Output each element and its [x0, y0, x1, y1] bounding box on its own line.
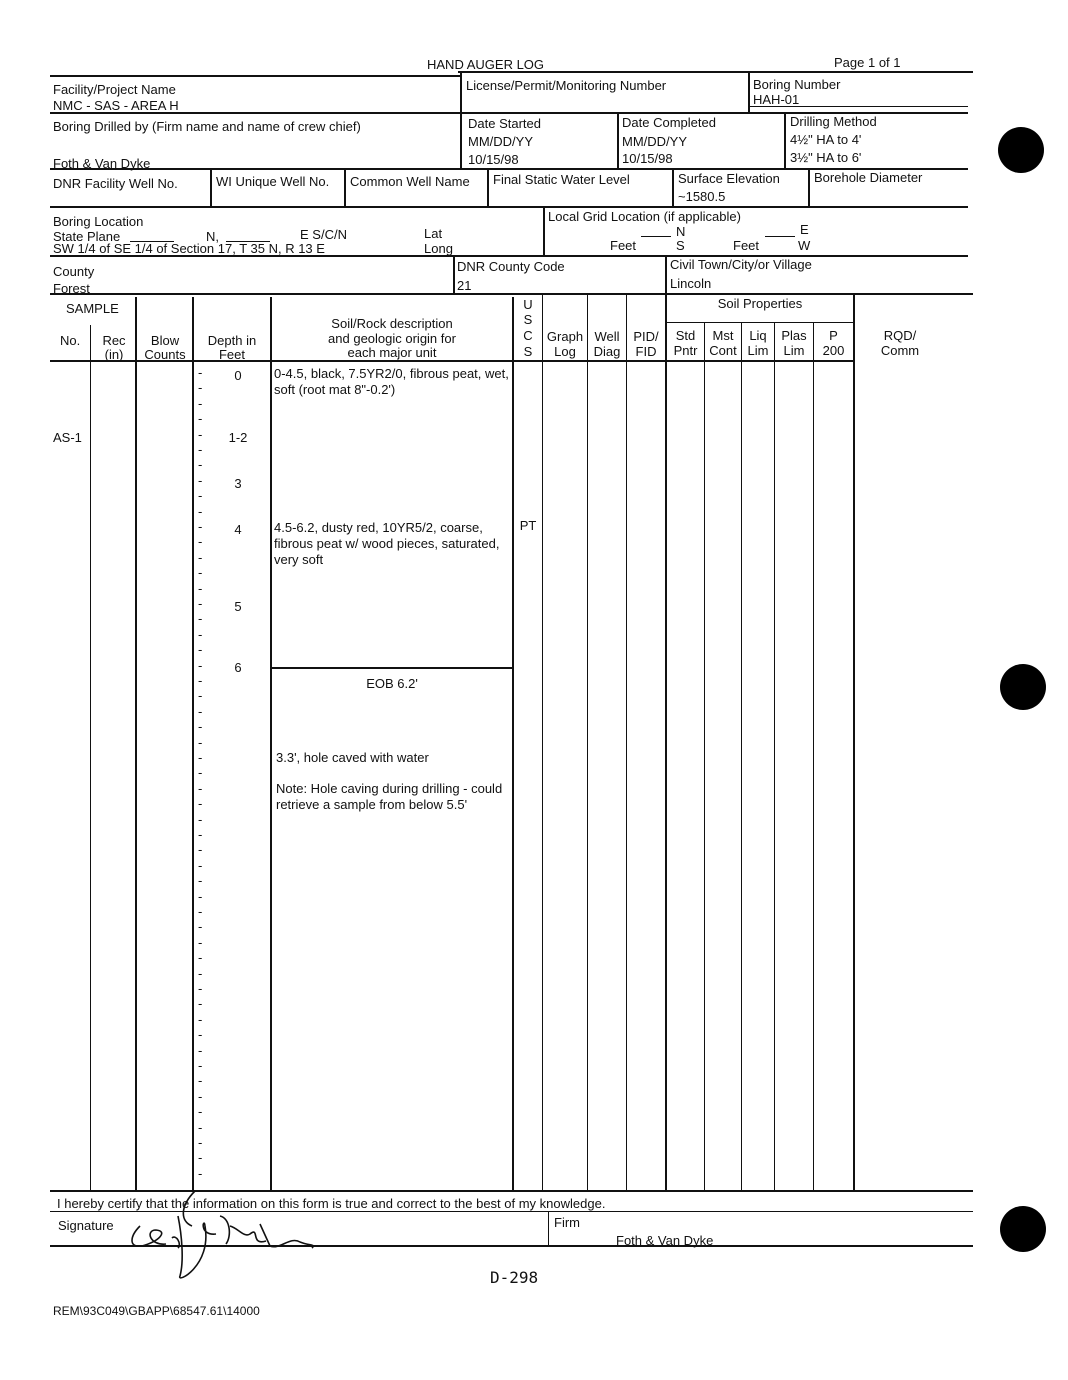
depth-tick: - [198, 396, 203, 411]
depth-tick: - [198, 627, 203, 642]
date-started-format: MM/DD/YY [468, 134, 533, 149]
col-blow-2: Counts [144, 347, 186, 362]
depth-tick: - [198, 842, 203, 857]
col-liq-2: Lim [747, 343, 769, 358]
form-title: HAND AUGER LOG [427, 57, 545, 72]
county-label: County [53, 264, 95, 279]
depth-tick: - [198, 919, 203, 934]
depth-0: 0 [234, 368, 242, 383]
col-liq-1: Liq [749, 328, 767, 343]
depth-tick: - [198, 735, 203, 750]
date-completed-value: 10/15/98 [622, 151, 673, 166]
date-completed-label: Date Completed [622, 115, 716, 130]
col-desc-1: Soil/Rock description [331, 316, 453, 331]
wi-unique-label: WI Unique Well No. [216, 174, 330, 189]
grid-w: W [798, 238, 811, 253]
file-path: REM\93C049\GBAPP\68547.61\14000 [53, 1304, 260, 1318]
depth-tick: - [198, 1089, 203, 1104]
common-well-label: Common Well Name [350, 174, 470, 189]
col-std-1: Std [675, 328, 696, 343]
depth-tick: - [198, 596, 203, 611]
long-label: Long [424, 241, 453, 256]
drilled-by-label: Boring Drilled by (Firm name and name of crew chief) [53, 119, 361, 134]
lat-label: Lat [424, 226, 443, 241]
depth-tick: - [198, 750, 203, 765]
depth-tick: - [198, 688, 203, 703]
end-of-boring: EOB 6.2' [366, 676, 418, 691]
borehole-diameter-label: Borehole Diameter [814, 170, 923, 185]
county-code-label: DNR County Code [457, 259, 565, 274]
col-graph-2: Log [554, 344, 576, 359]
boring-location-label: Boring Location [53, 214, 144, 229]
depth-tick: - [198, 534, 203, 549]
depth-tick: - [198, 1135, 203, 1150]
county-value: Forest [53, 281, 90, 296]
depth-tick: - [198, 1073, 203, 1088]
grid-s: S [676, 238, 685, 253]
depth-tick: - [198, 611, 203, 626]
certification-text: I hereby certify that the information on this form is true and correct to the best of my knowledge. [57, 1196, 606, 1211]
grid-e: E [800, 222, 809, 237]
boring-number-label: Boring Number [753, 77, 841, 92]
depth-tick: - [198, 504, 203, 519]
sample-number: AS-1 [53, 430, 82, 445]
surface-elevation-value: ~1580.5 [678, 189, 726, 204]
depth-tick: - [198, 981, 203, 996]
state-plane-n-label: N, [206, 229, 219, 244]
depth-tick: - [198, 889, 203, 904]
depth-tick: - [198, 704, 203, 719]
depth-tick: - [198, 827, 203, 842]
soil-properties-header: Soil Properties [717, 296, 803, 311]
col-rec-1: Rec [102, 333, 126, 348]
date-started-value: 10/15/98 [468, 152, 519, 167]
depth-tick: - [198, 642, 203, 657]
col-mst-2: Cont [709, 343, 737, 358]
col-no: No. [60, 333, 81, 348]
local-grid-label: Local Grid Location (if applicable) [548, 209, 741, 224]
depth-tick: - [198, 411, 203, 426]
col-well-2: Diag [593, 344, 621, 359]
depth-4: 4 [234, 522, 242, 537]
drilled-by-value: Foth & Van Dyke [53, 156, 151, 171]
depth-tick: - [198, 719, 203, 734]
depth-6: 6 [234, 660, 242, 675]
depth-tick: - [198, 565, 203, 580]
depth-tick: - [198, 658, 203, 673]
col-rec-2: (in) [104, 347, 124, 362]
signature-label: Signature [58, 1218, 114, 1233]
civil-town-value: Lincoln [670, 276, 712, 291]
col-well-1: Well [594, 329, 620, 344]
col-rqd-2: Comm [880, 343, 920, 358]
punch-hole-middle [1000, 664, 1046, 710]
col-pid-2: FID [635, 344, 657, 359]
facility-value: NMC - SAS - AREA H [53, 98, 179, 113]
dnr-well-label: DNR Facility Well No. [53, 176, 178, 191]
col-rqd-1: RQD/ [883, 328, 917, 343]
col-p200-2: 200 [822, 343, 845, 358]
note-caving-line2: retrieve a sample from below 5.5' [276, 797, 468, 812]
date-started-label: Date Started [468, 116, 541, 131]
depth-tick: - [198, 1043, 203, 1058]
depth-tick: - [198, 1166, 203, 1181]
depth-tick: - [198, 996, 203, 1011]
unit2-description-line2: fibrous peat w/ wood pieces, saturated, [274, 536, 500, 551]
depth-tick: - [198, 442, 203, 457]
boring-number-value: HAH-01 [753, 92, 800, 107]
unit1-description-line1: 0-4.5, black, 7.5YR2/0, fibrous peat, wet, [274, 366, 509, 381]
depth-tick: - [198, 935, 203, 950]
depth-tick: - [198, 519, 203, 534]
depth-tick: - [198, 550, 203, 565]
depth-tick: - [198, 473, 203, 488]
depth-tick: - [198, 380, 203, 395]
depth-tick: - [198, 966, 203, 981]
firm-value: Foth & Van Dyke [616, 1233, 714, 1248]
col-graph-1: Graph [546, 329, 584, 344]
note-caved: 3.3', hole caved with water [276, 750, 429, 765]
license-label: License/Permit/Monitoring Number [466, 78, 667, 93]
col-mst-1: Mst [712, 328, 734, 343]
grid-n: N [676, 224, 686, 239]
grid-feet-2: Feet [733, 238, 760, 253]
surface-elevation-label: Surface Elevation [678, 171, 780, 186]
depth-tick: - [198, 1104, 203, 1119]
depth-tick: - [198, 873, 203, 888]
depth-tick: - [198, 488, 203, 503]
depth-tick: - [198, 950, 203, 965]
date-completed-format: MM/DD/YY [622, 134, 687, 149]
col-desc-3: each major unit [347, 345, 437, 360]
depth-tick: - [198, 904, 203, 919]
col-depth-1: Depth in [207, 333, 257, 348]
depth-tick: - [198, 765, 203, 780]
punch-hole-top [998, 127, 1044, 173]
col-depth-2: Feet [218, 347, 245, 362]
firm-label: Firm [554, 1215, 580, 1230]
depth-tick: - [198, 858, 203, 873]
depth-3: 3 [234, 476, 242, 491]
drilling-method-label: Drilling Method [790, 114, 877, 129]
page-code: D-298 [490, 1268, 539, 1287]
depth-tick: - [198, 781, 203, 796]
drilling-method-line2: 3½" HA to 6' [790, 150, 862, 165]
depth-tick: - [198, 1027, 203, 1042]
depth-tick: - [198, 1058, 203, 1073]
state-plane-e-label: E S/C/N [300, 227, 347, 242]
punch-hole-bottom [1000, 1206, 1046, 1252]
section-description: SW 1/4 of SE 1/4 of Section 17, T 35 N, R 13 E [53, 241, 325, 256]
depth-tick: - [198, 812, 203, 827]
uscs-code: PT [519, 518, 537, 533]
col-uscs-s1: S [523, 312, 533, 327]
col-p200-1: P [829, 328, 838, 343]
facility-label: Facility/Project Name [53, 82, 176, 97]
civil-town-label: Civil Town/City/or Village [670, 257, 812, 272]
depth-tick: - [198, 1012, 203, 1027]
unit2-description-line1: 4.5-6.2, dusty red, 10YR5/2, coarse, [274, 520, 483, 535]
depth-tick: - [198, 1150, 203, 1165]
unit1-description-line2: soft (root mat 8"-0.2') [274, 382, 396, 397]
col-uscs-u: U [523, 297, 533, 312]
col-uscs-s2: S [523, 344, 533, 359]
col-pid-1: PID/ [633, 329, 659, 344]
depth-5: 5 [234, 599, 242, 614]
drilling-method-line1: 4½" HA to 4' [790, 132, 862, 147]
depth-tick: - [198, 427, 203, 442]
depth-tick: - [198, 1120, 203, 1135]
state-plane-label: State Plane [53, 229, 121, 244]
county-code-value: 21 [457, 278, 472, 293]
col-std-2: Pntr [673, 343, 698, 358]
grid-feet-1: Feet [610, 238, 637, 253]
depth-tick: - [198, 457, 203, 472]
note-caving-line1: Note: Hole caving during drilling - could [276, 781, 503, 796]
depth-tick: - [198, 581, 203, 596]
unit2-description-line3: very soft [274, 552, 324, 567]
static-water-label: Final Static Water Level [493, 172, 630, 187]
col-plas-2: Lim [783, 343, 805, 358]
depth-tick: - [198, 796, 203, 811]
depth-1-2: 1-2 [228, 430, 248, 445]
col-desc-2: and geologic origin for [328, 331, 456, 346]
col-plas-1: Plas [781, 328, 807, 343]
handwritten-signature [120, 1186, 320, 1284]
sample-header: SAMPLE [66, 301, 119, 316]
col-uscs-c: C [523, 328, 533, 343]
col-blow-1: Blow [150, 333, 180, 348]
page-number: Page 1 of 1 [834, 55, 901, 70]
depth-tick: - [198, 365, 203, 380]
depth-tick: - [198, 673, 203, 688]
